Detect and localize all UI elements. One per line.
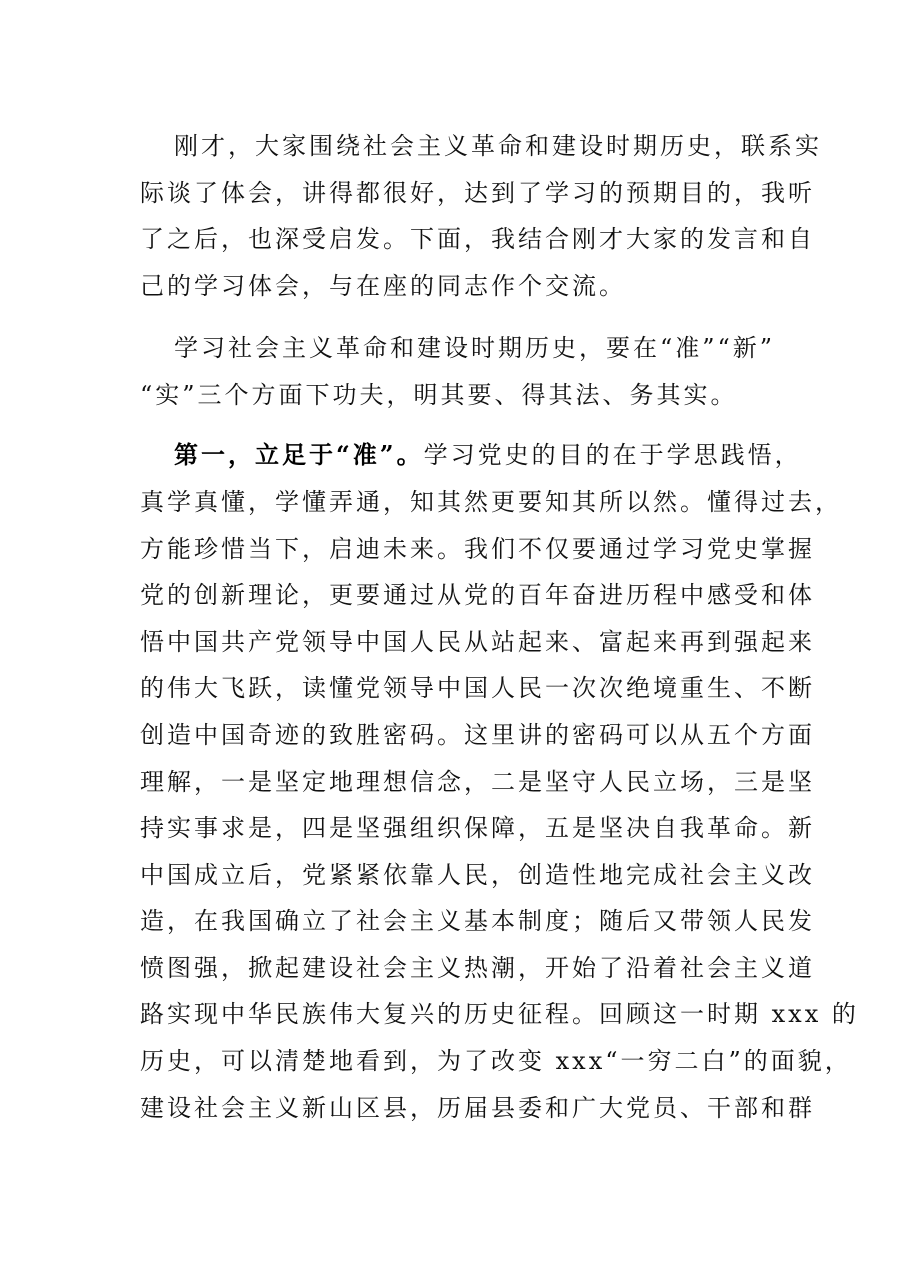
paragraph-2-line-2: “实”三个方面下功夫，明其要、得其法、务其实。 bbox=[140, 381, 738, 409]
paragraph-2-line-1: 学习社会主义革命和建设时期历史，要在“准”“新” bbox=[174, 334, 776, 362]
paragraph-3-line-7: 创造中国奇迹的致胜密码。这里讲的密码可以从五个方面 bbox=[140, 721, 815, 749]
paragraph-3-line-3: 方能珍惜当下，启迪未来。我们不仅要通过学习党史掌握 bbox=[140, 535, 815, 563]
paragraph-3-line-15: 建设社会主义新山区县，历届县委和广大党员、干部和群 bbox=[140, 1094, 815, 1122]
paragraph-3-line-10: 中国成立后，党紧紧依靠人民，创造性地完成社会主义改 bbox=[140, 861, 815, 889]
paragraph-3-line-5: 悟中国共产党领导中国人民从站起来、富起来再到强起来 bbox=[140, 628, 815, 656]
section-heading: 第一，立足于“准”。 bbox=[174, 440, 424, 469]
paragraph-3-line-8: 理解，一是坚定地理想信念，二是坚守人民立场，三是坚 bbox=[140, 768, 815, 796]
paragraph-3-line-4: 党的创新理论，更要通过从党的百年奋进历程中感受和体 bbox=[140, 581, 815, 609]
paragraph-1-line-4: 己的学习体会，与在座的同志作个交流。 bbox=[140, 272, 626, 300]
paragraph-3-line-11: 造，在我国确立了社会主义基本制度；随后又带领人民发 bbox=[140, 907, 815, 935]
paragraph-1-line-1: 刚才，大家围绕社会主义革命和建设时期历史，联系实 bbox=[174, 132, 822, 160]
paragraph-3-line-12: 愤图强，掀起建设社会主义热潮，开始了沿着社会主义道 bbox=[140, 954, 815, 982]
paragraph-3-line-1 bbox=[0, 435, 909, 475]
paragraph-3-line-14: 历史，可以清楚地看到，为了改变 xxx“一穷二白”的面貌， bbox=[140, 1047, 852, 1075]
paragraph-1-line-3: 了之后，也深受启发。下面，我结合刚才大家的发言和自 bbox=[140, 225, 815, 253]
paragraph-3-line-9: 持实事求是，四是坚强组织保障，五是坚决自我革命。新 bbox=[140, 814, 815, 842]
paragraph-3-line-2: 真学真懂，学懂弄通，知其然更要知其所以然。懂得过去， bbox=[140, 488, 842, 516]
paragraph-1-line-2: 际谈了体会，讲得都很好，达到了学习的预期目的，我听 bbox=[140, 179, 815, 207]
paragraph-3-line-6: 的伟大飞跃，读懂党领导中国人民一次次绝境重生、不断 bbox=[140, 674, 815, 702]
paragraph-3-first-line-text: 学习党史的目的在于学思践悟， bbox=[423, 441, 802, 469]
paragraph-3-line-13: 路实现中华民族伟大复兴的历史征程。回顾这一时期 xxx 的 bbox=[140, 1000, 859, 1028]
